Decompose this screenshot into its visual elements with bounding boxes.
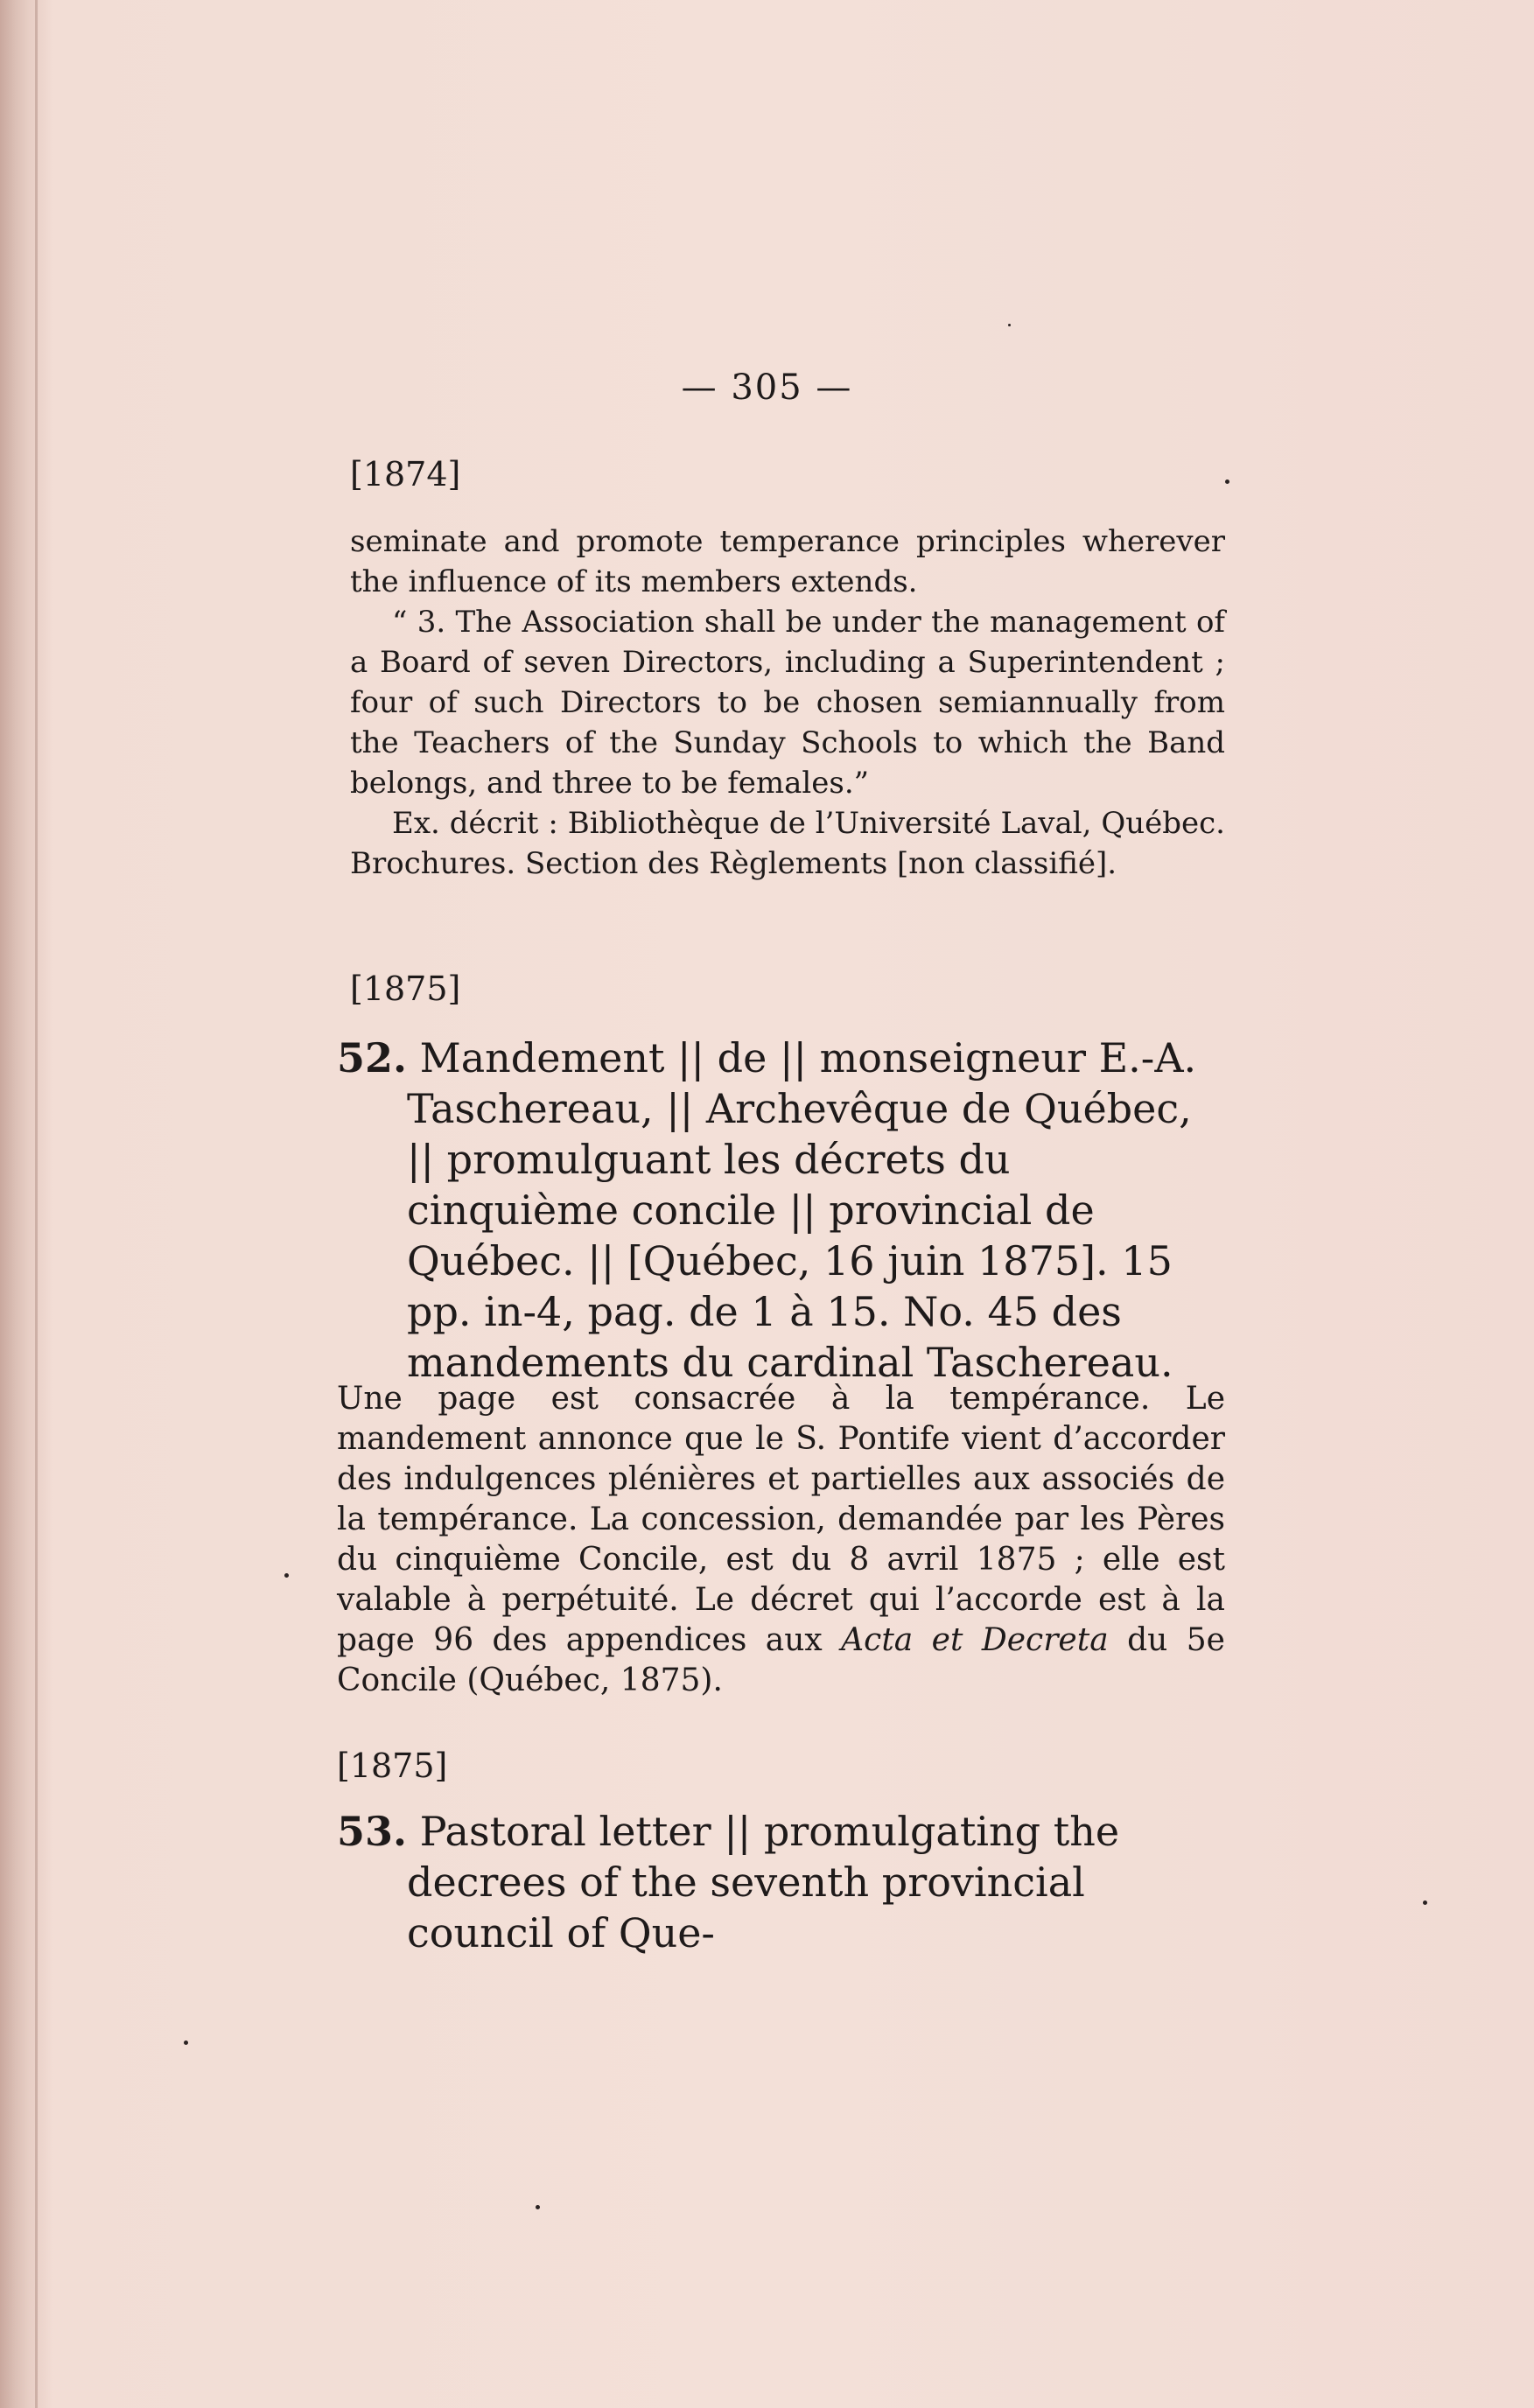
entry-52-note (337, 1379, 1225, 1701)
paper-speck (536, 2205, 540, 2209)
entry-text: Pastoral letter || promulgating the decrees of the seventh provincial council of Que- (407, 1808, 1120, 1956)
paper-speck (284, 1573, 289, 1578)
note-text: Une page est consacrée à la tempérance. Le mandement annonce que le S. Pontife vient d’accorder des indulgences plénières et partielles aux associés de la tempérance. La concession, demandée par les Pères du cinquième Concile, est du 8 avril 1875 ; elle est valable à perpétuité. Le décret qui l’accorde est à la page 96 des appendices aux (337, 1381, 1225, 1658)
note-italic-title: Acta et Decreta (841, 1622, 1109, 1658)
year-heading-1874: [1874] (350, 455, 461, 494)
paper-speck (184, 2040, 188, 2045)
page-gutter (0, 0, 53, 2408)
entry-52 (337, 1032, 1225, 1388)
temperance-rules-text (350, 522, 1225, 884)
gutter-line (35, 0, 38, 2408)
paragraph: “ 3. The Association shall be under the management of a Board of seven Directors, including a Superintendent ; four of such Directors to be chosen semiannually from the Teachers of the Sunday Schools to which the Band belongs, and three to be females.” (350, 605, 1225, 801)
paragraph: Ex. décrit : Bibliothèque de l’Université Laval, Québec. Brochures. Section des Règlements [non classifié]. (350, 806, 1225, 881)
paragraph: seminate and promote temperance principles wherever the influence of its members extends. (350, 524, 1225, 599)
entry-text: Mandement || de || monseigneur E.-A. Taschereau, || Archevêque de Québec, || promulguant les décrets du cinquième concile || provincial de Québec. || [Québec, 16 juin 1875]. 15 pp. in-4, pag. de 1 à 15. No. 45 des mandements du cardinal Taschereau. (407, 1034, 1197, 1386)
paper-speck (1225, 480, 1229, 484)
year-heading-1875: [1875] (337, 1746, 448, 1785)
year-heading-1875: [1875] (350, 970, 461, 1008)
note-text: du 5e Concile (Québec, 1875). (337, 1622, 1225, 1698)
paper-speck (1008, 324, 1011, 326)
entry-53 (337, 1806, 1225, 1958)
paper-speck (1423, 1900, 1427, 1905)
entry-number: 53. (337, 1808, 408, 1855)
page-number: — 305 — (681, 368, 853, 408)
entry-number: 52. (337, 1034, 408, 1082)
